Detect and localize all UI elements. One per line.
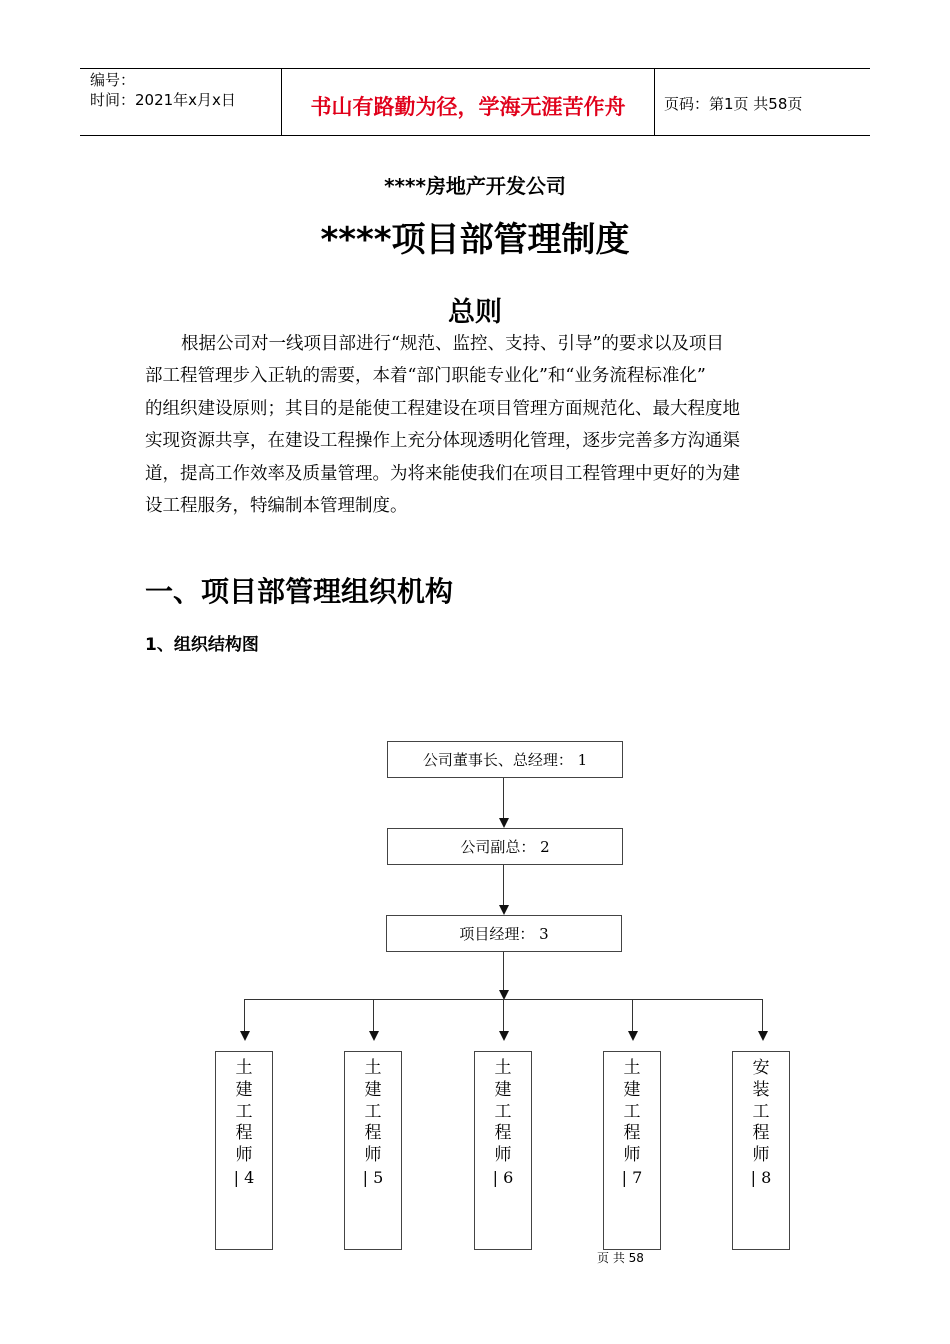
org-node-civil-engineer-6 bbox=[474, 1051, 532, 1250]
node-char: 建 bbox=[494, 1079, 512, 1100]
node-char: 建 bbox=[364, 1079, 382, 1100]
org-node-label: 公司副总： 2 bbox=[460, 838, 550, 856]
node-char: 装 bbox=[752, 1079, 770, 1100]
node-char: 安 bbox=[752, 1058, 770, 1078]
node-char: 程 bbox=[752, 1123, 770, 1144]
general-paragraph bbox=[145, 328, 810, 522]
connector-line bbox=[503, 865, 504, 905]
node-number: | 4 bbox=[233, 1167, 255, 1187]
arrow-down-icon bbox=[240, 1031, 250, 1041]
node-char: 工 bbox=[364, 1101, 382, 1122]
header-number-label: 编号： bbox=[90, 71, 136, 89]
node-number: | 5 bbox=[362, 1167, 384, 1187]
arrow-down-icon bbox=[369, 1031, 379, 1041]
paragraph-line: 根据公司对一线项目部进行“规范、监控、支持、引导”的要求以及项目 bbox=[181, 334, 724, 354]
org-node-chairman bbox=[387, 741, 623, 778]
node-char: 程 bbox=[623, 1123, 641, 1144]
node-char: 土 bbox=[364, 1058, 382, 1078]
node-char: 师 bbox=[235, 1145, 253, 1166]
paragraph-line: 道，提高工作效率及质量管理。为将来能使我们在项目工程管理中更好的为建 bbox=[145, 463, 740, 484]
header-motto: 书山有路勤为径，学海无涯苦作舟 bbox=[310, 95, 626, 119]
node-char: 程 bbox=[494, 1123, 512, 1144]
org-node-label: 公司董事长、总经理： 1 bbox=[422, 751, 588, 769]
node-number: | 7 bbox=[621, 1167, 643, 1187]
org-node-civil-engineer-7 bbox=[603, 1051, 661, 1250]
arrow-down-icon bbox=[499, 1031, 509, 1041]
org-node-civil-engineer-4 bbox=[215, 1051, 273, 1250]
arrow-down-icon bbox=[499, 905, 509, 915]
node-char: 工 bbox=[623, 1101, 641, 1122]
org-node-label: 项目经理： 3 bbox=[459, 925, 549, 943]
section-title-general: 总则 bbox=[448, 297, 502, 328]
paragraph-line: 实现资源共享，在建设工程操作上充分体现透明化管理，逐步完善多方沟通渠 bbox=[145, 431, 740, 452]
arrow-down-icon bbox=[758, 1031, 768, 1041]
connector-line bbox=[503, 952, 504, 990]
node-char: 师 bbox=[364, 1145, 382, 1166]
company-name: ****房地产开发公司 bbox=[384, 174, 566, 198]
node-char: 程 bbox=[364, 1123, 382, 1144]
chapter-subtitle: 1、组织结构图 bbox=[145, 635, 259, 655]
org-node-installation-engineer-8 bbox=[732, 1051, 790, 1250]
arrow-down-icon bbox=[628, 1031, 638, 1041]
node-char: 土 bbox=[494, 1058, 512, 1078]
connector-line bbox=[762, 999, 763, 1031]
connector-line bbox=[503, 778, 504, 818]
org-node-vice-president bbox=[387, 828, 623, 865]
node-char: 工 bbox=[494, 1101, 512, 1122]
chapter-title: 一、项目部管理组织机构 bbox=[145, 575, 454, 608]
node-char: 师 bbox=[623, 1145, 641, 1166]
connector-line bbox=[244, 999, 245, 1031]
node-number: | 6 bbox=[492, 1167, 514, 1187]
node-char: 师 bbox=[752, 1145, 770, 1166]
paragraph-line: 设工程服务，特编制本管理制度。 bbox=[145, 496, 408, 517]
page-footer: 页 共 58 bbox=[597, 1251, 644, 1265]
node-char: 建 bbox=[623, 1079, 641, 1100]
node-number: | 8 bbox=[750, 1167, 772, 1187]
connector-line bbox=[503, 999, 504, 1031]
node-char: 工 bbox=[752, 1101, 770, 1122]
header-time-label: 时间：2021年x月x日 bbox=[90, 91, 236, 109]
header-page-label: 页码：第1页 共58页 bbox=[664, 95, 803, 113]
header-top-border bbox=[80, 68, 870, 69]
connector-line bbox=[632, 999, 633, 1031]
node-char: 土 bbox=[623, 1058, 641, 1078]
node-char: 师 bbox=[494, 1145, 512, 1166]
node-char: 土 bbox=[235, 1058, 253, 1078]
paragraph-line: 的组织建设原则；其目的是能使工程建设在项目管理方面规范化、最大程度地 bbox=[145, 398, 740, 419]
node-char: 程 bbox=[235, 1123, 253, 1144]
org-node-civil-engineer-5 bbox=[344, 1051, 402, 1250]
paragraph-line: 部工程管理步入正轨的需要，本着“部门职能专业化”和“业务流程标准化” bbox=[145, 366, 706, 387]
header-bottom-border bbox=[80, 135, 870, 136]
node-char: 建 bbox=[235, 1079, 253, 1100]
header-divider-2 bbox=[654, 69, 655, 135]
arrow-down-icon bbox=[499, 818, 509, 828]
connector-line bbox=[373, 999, 374, 1031]
node-char: 工 bbox=[235, 1101, 253, 1122]
document-title: ****项目部管理制度 bbox=[320, 220, 630, 260]
org-node-project-manager bbox=[386, 915, 622, 952]
